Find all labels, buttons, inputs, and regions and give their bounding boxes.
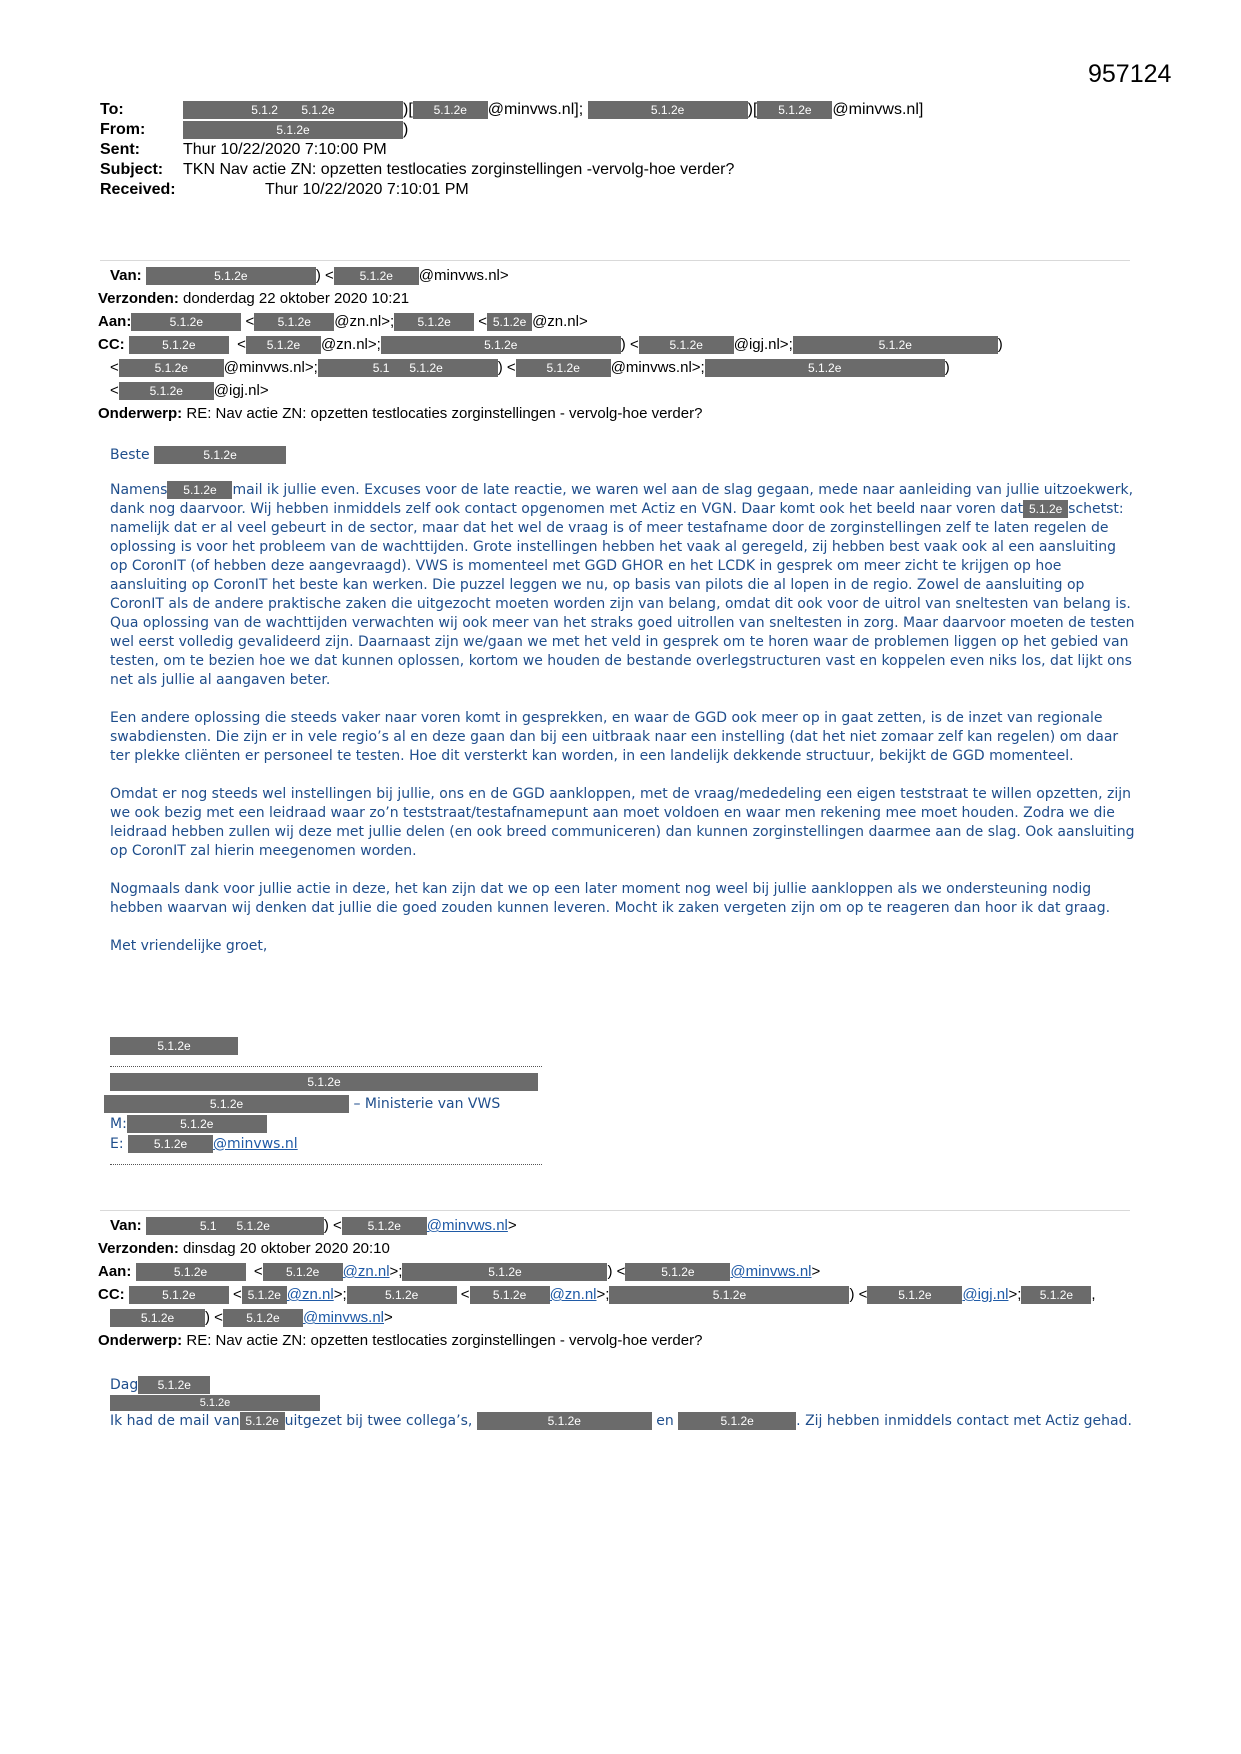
redaction: 5.1.2e [127, 1115, 267, 1133]
van-label: Van: [110, 1217, 142, 1234]
redaction: 5.1.2e [128, 1135, 213, 1153]
redaction: 5.1.2e [347, 1286, 457, 1304]
redaction: 5.1.2e [242, 1286, 287, 1304]
email-link[interactable]: @minvws.nl [426, 1217, 508, 1234]
redaction: 5.1.2e [104, 1095, 349, 1113]
redaction: 5.1.2e [757, 101, 832, 119]
redaction: 5.1.2e [793, 336, 998, 354]
redaction: 5.1.2e [625, 1263, 730, 1281]
redaction: 5.1.2e [402, 1263, 607, 1281]
van-label: Van: [110, 267, 142, 284]
subject-value: TKN Nav actie ZN: opzetten testlocaties zorginstellingen -vervolg-hoe verder? [183, 161, 735, 178]
redaction: 5.1.2e [342, 1217, 427, 1235]
onderwerp-label: Onderwerp: [98, 1332, 183, 1349]
redaction: 5.1.2e [154, 446, 286, 464]
redaction: 5.1 5.1.2e [146, 1217, 324, 1235]
email-link[interactable]: @zn.nl [286, 1286, 334, 1303]
message1-header: Van: 5.1.2e ) < 5.1.2e @minvws.nl> Verzonden: donderdag 22 oktober 2020 10:21 Aan: 5.1.2e < 5.1.2e @zn.nl>; 5.1.2e < 5.1.2e @zn.nl> CC: 5.1.2e < 5.1.2e @zn.nl>; 5.1.2e ) < 5.1.2e @igj.nl>; 5.1.2e ) < 5.1.2e @minvws.nl>; 5.1 5.1.2e ) < 5.1.2e @minvws.nl>; 5.1.2e ) < 5.1.2e @igj.nl> Onderwerp: RE: Nav actie ZN: opzetten testlocaties zorginstellingen - vervolg-hoe verder? [98, 267, 1003, 422]
received-value: Thur 10/22/2020 7:10:01 PM [265, 181, 469, 198]
redaction: 5.1.2e [867, 1286, 962, 1304]
redaction: 5.1.2e [110, 1309, 205, 1327]
signature [110, 1036, 238, 1058]
to-domain: @minvws.nl] [832, 101, 924, 118]
cc-label: CC: [98, 336, 125, 353]
redaction: 5.1.2e [381, 336, 621, 354]
redaction: 5.1.2e [487, 313, 532, 331]
email-link[interactable]: @zn.nl [342, 1263, 390, 1280]
subject-label: Subject: [100, 161, 164, 178]
signature-block: 5.1.2e 5.1.2e – Ministerie van VWS M: 5.1.2e E: 5.1.2e @minvws.nl [110, 1072, 538, 1154]
greeting: Dag [110, 1377, 139, 1393]
redaction: 5.1.2e [1023, 500, 1068, 518]
closing: Met vriendelijke groet, [110, 938, 268, 954]
redaction: 5.1.2e [254, 313, 334, 331]
redaction: 5.1.2e [110, 1073, 538, 1091]
document-number: 957124 [1088, 60, 1172, 88]
dotted-line [110, 1066, 542, 1067]
redaction: 5.1.2e [129, 336, 229, 354]
signature-email-link[interactable]: @minvws.nl [213, 1136, 298, 1152]
email-link[interactable]: @minvws.nl [302, 1309, 385, 1326]
redaction: 5.1.2e [110, 1395, 320, 1411]
cc-label: CC: [98, 1286, 125, 1303]
to-domain: @minvws.nl]; [487, 101, 584, 118]
redaction: 5.1.2e [263, 1263, 343, 1281]
sent-label: Sent: [100, 141, 140, 158]
message1-body [110, 446, 1135, 975]
redaction: 5.1.2e [240, 1412, 285, 1430]
verzonden-label: Verzonden: [98, 290, 179, 307]
redaction: 5.1.2 5.1.2e [183, 101, 403, 119]
redaction: 5.1.2e [119, 382, 214, 400]
onderwerp-label: Onderwerp: [98, 405, 183, 422]
paragraph: Nogmaals dank voor jullie actie in deze, het kan zijn dat we op een later moment nog weel bij jullie aankloppen als we ondersteuning nodig hebben waarvan wij denken dat jullie die goed zouden kunnen leveren. Mocht ik zaken vergeten zijn om op te reageren dan hoor ik dat graag. [110, 881, 1111, 916]
message2-body [110, 1376, 1135, 1431]
redaction: 5.1.2e [131, 313, 241, 331]
redaction: 5.1.2e [609, 1286, 849, 1304]
signature-org: – Ministerie van VWS [353, 1096, 501, 1112]
redaction: 5.1.2e [223, 1309, 303, 1327]
aan-label: Aan: [98, 313, 132, 330]
redaction: 5.1.2e [516, 359, 611, 377]
redaction: 5.1.2e [334, 267, 419, 285]
onderwerp-value: RE: Nav actie ZN: opzetten testlocaties zorginstellingen - vervolg-hoe verder? [186, 1332, 703, 1349]
message2-header: Van: 5.1 5.1.2e ) < 5.1.2e @minvws.nl> Verzonden: dinsdag 20 oktober 2020 20:10 Aan: 5.1.2e < 5.1.2e @zn.nl>; 5.1.2e ) < 5.1.2e @minvws.nl> CC: 5.1.2e < 5.1.2e @zn.nl>; 5.1.2e < 5.1.2e @zn.nl>; 5.1.2e ) < 5.1.2e @igj.nl>; 5.1.2e , 5.1.2e ) < 5.1.2e @minvws.nl> Onderwerp: RE: Nav actie ZN: opzetten testlocaties zorginstellingen - vervolg-hoe verder? [98, 1217, 1096, 1349]
redaction: 5.1.2e [183, 121, 403, 139]
onderwerp-value: RE: Nav actie ZN: opzetten testlocaties zorginstellingen - vervolg-hoe verder? [186, 405, 703, 422]
divider [100, 1210, 1130, 1211]
to-label: To: [100, 101, 124, 118]
verzonden-value: dinsdag 20 oktober 2020 20:10 [183, 1240, 390, 1257]
redaction: 5.1.2e [678, 1412, 796, 1430]
redaction: 5.1.2e [588, 101, 748, 119]
redaction: 5.1.2e [246, 336, 321, 354]
paragraph: Omdat er nog steeds wel instellingen bij jullie, ons en de GGD aankloppen, met de vraag/mededeling een eigen teststraat te willen opzetten, zijn we ook bezig met een leidraad waar zo’n teststraat/testafnamepunt aan moet voldoen en waar men rekening mee moet houden. Zodra we die leidraad hebben zullen wij deze met jullie delen (en ook breed communiceren) dan kunnen zorginstellingen daarmee aan de slag. Ook aansluiting op CoronIT zal hierin meegenomen worden. [110, 786, 1135, 859]
email-link[interactable]: @minvws.nl [730, 1263, 812, 1280]
redaction: 5.1 5.1.2e [318, 359, 498, 377]
dotted-line [110, 1164, 542, 1165]
divider [100, 260, 1130, 261]
redaction: 5.1.2e [167, 481, 232, 499]
redaction: 5.1.2e [136, 1263, 246, 1281]
aan-label: Aan: [98, 1263, 132, 1280]
received-label: Received: [100, 181, 176, 198]
redaction: 5.1.2e [639, 336, 734, 354]
redaction: 5.1.2e [394, 313, 474, 331]
redaction: 5.1.2e [477, 1412, 652, 1430]
redaction: 5.1.2e [705, 359, 945, 377]
redaction: 5.1.2e [1021, 1286, 1091, 1304]
paragraph: Ik had de mail van 5.1.2e uitgezet bij twee collega’s, 5.1.2e en 5.1.2e . Zij hebben inmiddels contact met Actiz gehad. [110, 1413, 1132, 1429]
verzonden-value: donderdag 22 oktober 2020 10:21 [183, 290, 410, 307]
redaction: 5.1.2e [138, 1376, 210, 1394]
from-label: From: [100, 121, 146, 138]
redaction: 5.1.2e [146, 267, 316, 285]
email-link[interactable]: @igj.nl [962, 1286, 1009, 1303]
redaction: 5.1.2e [119, 359, 224, 377]
redaction: 5.1.2e [470, 1286, 550, 1304]
sent-value: Thur 10/22/2020 7:10:00 PM [183, 141, 387, 158]
email-link[interactable]: @zn.nl [549, 1286, 597, 1303]
verzonden-label: Verzonden: [98, 1240, 179, 1257]
paragraph: Een andere oplossing die steeds vaker naar voren komt in gesprekken, en waar de GGD ook meer op in gaat zetten, is de inzet van regionale swabdiensten. Die zijn er in vele regio’s al en deze gaan dan bij een uitbraak naar een instelling (dat het niet zomaar zelf kan regelen) om daar ter plekke cliënten er personeel te testen. Hoe dit versterkt kan worden, in een landelijk dekkende structuur, bekijkt de GGD momenteel. [110, 710, 1119, 764]
paragraph: Namens 5.1.2e mail ik jullie even. Excuses voor de late reactie, we waren wel aan de slag gegaan, mede naar aanleiding van jullie uitzoekwerk, dank nog daarvoor. Wij hebben inmiddels zelf ook contact opgenomen met Actiz en VGN. Daar komt ook het beeld naar voren dat 5.1.2e schetst: namelijk dat er al veel gebeurt in de sector, maar dat het wel de vraag is of meer testafname door de zorginstellingen zelf te laten regelen de oplossing is voor het probleem van de wachttijden. Grote instellingen hebben het vaak al geregeld, zij hebben best vaak ook al een aansluiting op CoronIT (of hebben deze aangevraagd). VWS is momenteel met GGD GHOR en het LCDK in gesprek om meer zicht te krijgen op hoe aansluiting op CoronIT het beste kan werken. Die puzzel leggen we nu, op basis van pilots die al lopen in de regio. Zowel de aansluiting op CoronIT als de andere praktische zaken die uitgezocht moeten worden zijn van belang, omdat dit ook voor de uitrol van sneltesten van belang is. Qua oplossing van de wachttijden verwachten wij ook meer van het straks goed uitrollen van sneltesten in zorg. Maar daarvoor moeten de testen wel eerst volledig gevalideerd zijn. Daarnaast zijn we/gaan we met het veld in gesprek om te horen waar de problemen liggen op het gebied van testen, om te bezien hoe we dat kunnen oplossen, kortom we houden de bestande overlegstructuren vast en koppelen even niks los, dat lijkt ons net als jullie al aangaven beter. [110, 482, 1135, 688]
redaction: 5.1.2e [129, 1286, 229, 1304]
redaction: 5.1.2e [413, 101, 488, 119]
redaction: 5.1.2e [110, 1037, 238, 1055]
greeting: Beste [110, 447, 150, 463]
